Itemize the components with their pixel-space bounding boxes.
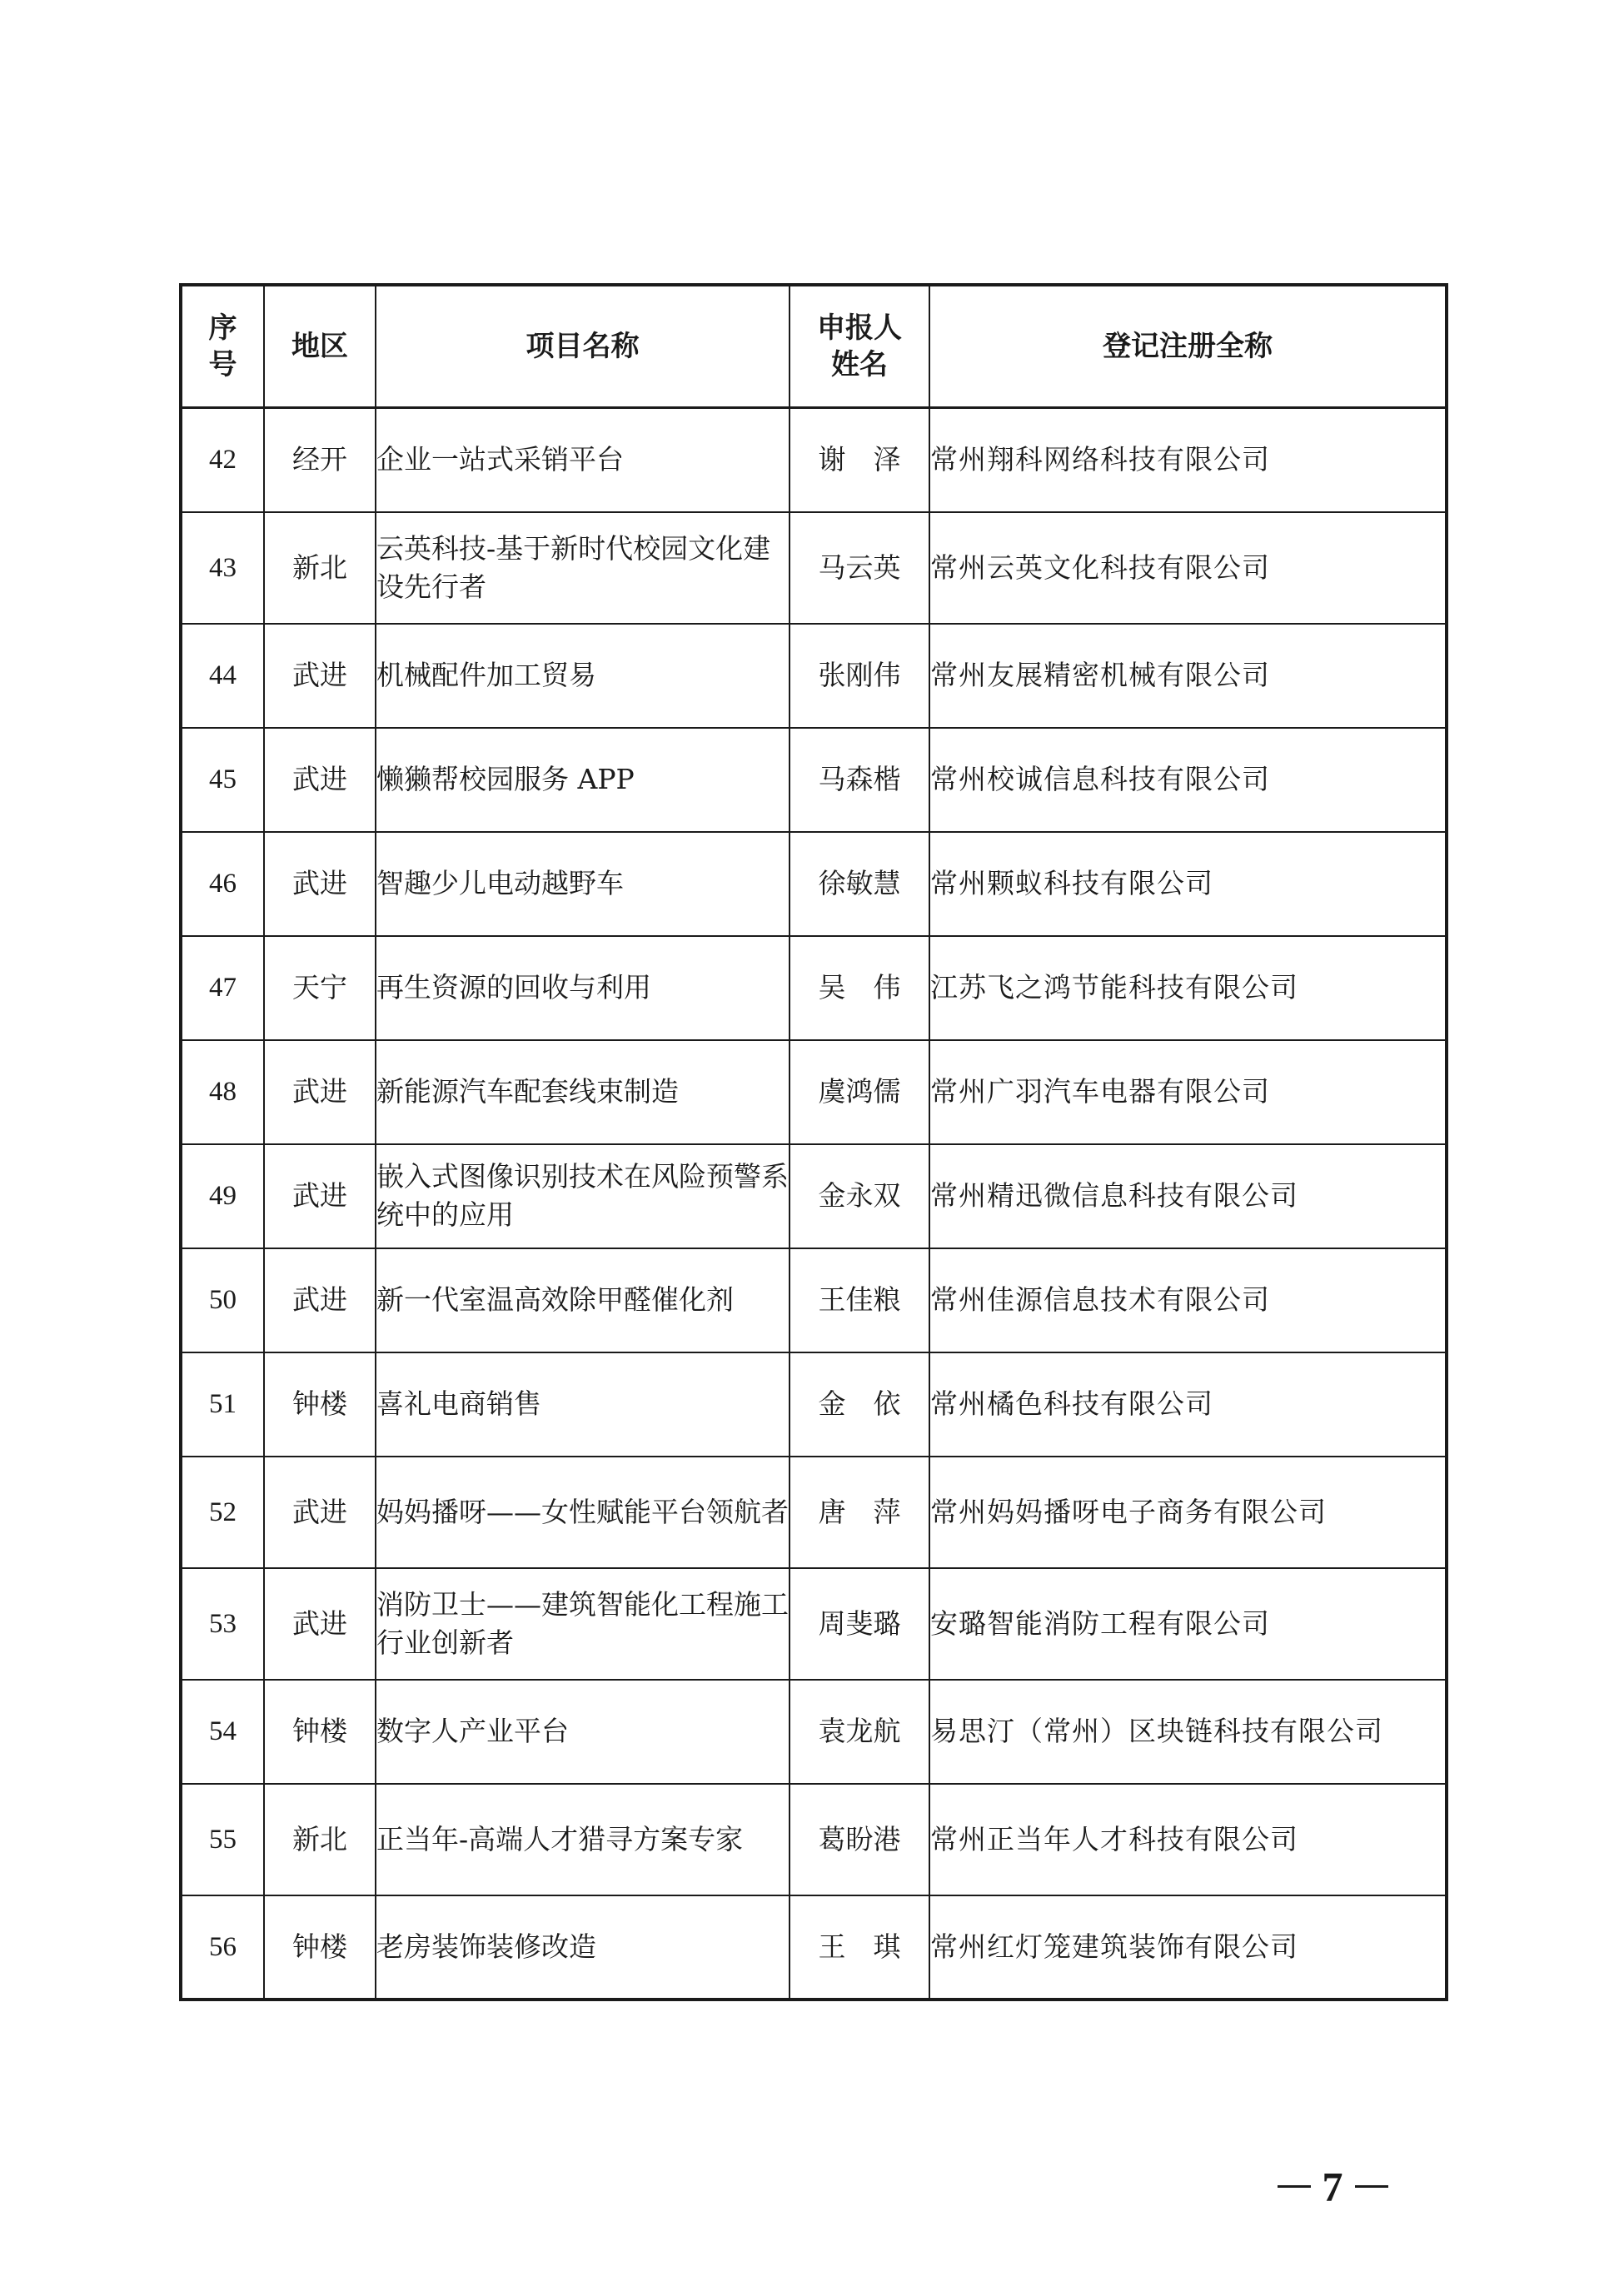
header-region: 地区 (264, 285, 376, 408)
header-applicant (790, 285, 929, 408)
row-company-name: 常州校诚信息科技有限公司 (929, 728, 1447, 832)
row-region: 钟楼 (264, 1352, 376, 1457)
header-company: 登记注册全称 (929, 285, 1447, 408)
row-region: 武进 (264, 832, 376, 936)
table-row (181, 512, 1447, 624)
row-company-name: 常州广羽汽车电器有限公司 (929, 1040, 1447, 1144)
row-applicant-name: 马云英 (790, 512, 929, 624)
row-project-name: 老房装饰装修改造 (376, 1895, 790, 2000)
table-body (181, 408, 1447, 2000)
row-company-name: 常州红灯笼建筑装饰有限公司 (929, 1895, 1447, 2000)
row-company-name: 易思汀（常州）区块链科技有限公司 (929, 1680, 1447, 1784)
header-seq (181, 285, 264, 408)
row-applicant-name: 唐 萍 (790, 1457, 929, 1568)
row-applicant-name: 虞鸿儒 (790, 1040, 929, 1144)
row-region: 武进 (264, 1457, 376, 1568)
row-number: 48 (181, 1040, 264, 1144)
project-registry-table (179, 283, 1448, 2001)
page-number-value: 7 (1322, 2163, 1343, 2210)
row-company-name: 常州翔科网络科技有限公司 (929, 408, 1447, 512)
header-applicant-label: 申报人 姓名 (817, 311, 902, 381)
table-row (181, 1248, 1447, 1352)
row-number: 50 (181, 1248, 264, 1352)
row-number: 44 (181, 624, 264, 728)
table-row (181, 1680, 1447, 1784)
row-project-name: 嵌入式图像识别技术在风险预警系统中的应用 (376, 1144, 790, 1248)
row-applicant-name: 葛盼港 (790, 1784, 929, 1895)
row-applicant-name: 张刚伟 (790, 624, 929, 728)
row-number: 45 (181, 728, 264, 832)
row-project-name: 喜礼电商销售 (376, 1352, 790, 1457)
row-number: 46 (181, 832, 264, 936)
row-company-name: 常州橘色科技有限公司 (929, 1352, 1447, 1457)
row-region: 天宁 (264, 936, 376, 1040)
row-company-name: 常州颗蚁科技有限公司 (929, 832, 1447, 936)
table-header (181, 285, 1447, 408)
row-number: 56 (181, 1895, 264, 2000)
row-project-name: 正当年-高端人才猎寻方案专家 (376, 1784, 790, 1895)
row-region: 经开 (264, 408, 376, 512)
row-number: 53 (181, 1568, 264, 1680)
header-row (181, 285, 1447, 408)
header-project: 项目名称 (376, 285, 790, 408)
row-company-name: 常州妈妈播呀电子商务有限公司 (929, 1457, 1447, 1568)
row-applicant-name: 徐敏慧 (790, 832, 929, 936)
row-project-name: 企业一站式采销平台 (376, 408, 790, 512)
table-row (181, 1568, 1447, 1680)
row-applicant-name: 马森楷 (790, 728, 929, 832)
row-company-name: 安璐智能消防工程有限公司 (929, 1568, 1447, 1680)
table-row (181, 1144, 1447, 1248)
table-row (181, 1784, 1447, 1895)
row-number: 52 (181, 1457, 264, 1568)
row-applicant-name: 谢 泽 (790, 408, 929, 512)
row-number: 49 (181, 1144, 264, 1248)
row-project-name: 消防卫士——建筑智能化工程施工行业创新者 (376, 1568, 790, 1680)
table-row (181, 624, 1447, 728)
row-company-name: 常州佳源信息技术有限公司 (929, 1248, 1447, 1352)
row-project-name: 智趣少儿电动越野车 (376, 832, 790, 936)
row-number: 43 (181, 512, 264, 624)
row-project-name: 再生资源的回收与利用 (376, 936, 790, 1040)
row-applicant-name: 袁龙航 (790, 1680, 929, 1784)
page-number-left-dash (1278, 2185, 1311, 2188)
row-number: 54 (181, 1680, 264, 1784)
table-row (181, 728, 1447, 832)
row-region: 钟楼 (264, 1895, 376, 2000)
row-project-name: 懒獭帮校园服务 APP (376, 728, 790, 832)
row-number: 51 (181, 1352, 264, 1457)
row-number: 55 (181, 1784, 264, 1895)
row-region: 武进 (264, 1040, 376, 1144)
row-project-name: 妈妈播呀——女性赋能平台领航者 (376, 1457, 790, 1568)
header-seq-label: 序 号 (208, 311, 237, 381)
row-company-name: 常州云英文化科技有限公司 (929, 512, 1447, 624)
table-row (181, 832, 1447, 936)
table-row (181, 1895, 1447, 2000)
row-company-name: 常州正当年人才科技有限公司 (929, 1784, 1447, 1895)
table-row (181, 408, 1447, 512)
row-applicant-name: 王 琪 (790, 1895, 929, 2000)
row-region: 武进 (264, 1248, 376, 1352)
row-region: 武进 (264, 624, 376, 728)
row-region: 武进 (264, 1568, 376, 1680)
row-project-name: 新能源汽车配套线束制造 (376, 1040, 790, 1144)
table-row (181, 1040, 1447, 1144)
row-company-name: 江苏飞之鸿节能科技有限公司 (929, 936, 1447, 1040)
row-applicant-name: 金 依 (790, 1352, 929, 1457)
row-company-name: 常州精迅微信息科技有限公司 (929, 1144, 1447, 1248)
row-number: 42 (181, 408, 264, 512)
page-number (1258, 2157, 1407, 2212)
row-project-name: 新一代室温高效除甲醛催化剂 (376, 1248, 790, 1352)
row-region: 钟楼 (264, 1680, 376, 1784)
row-region: 武进 (264, 1144, 376, 1248)
row-project-name: 数字人产业平台 (376, 1680, 790, 1784)
row-number: 47 (181, 936, 264, 1040)
row-project-name: 机械配件加工贸易 (376, 624, 790, 728)
row-region: 新北 (264, 1784, 376, 1895)
row-region: 武进 (264, 728, 376, 832)
page-number-right-dash (1355, 2185, 1388, 2188)
table-row (181, 1457, 1447, 1568)
row-applicant-name: 金永双 (790, 1144, 929, 1248)
row-project-name: 云英科技-基于新时代校园文化建设先行者 (376, 512, 790, 624)
table-row (181, 936, 1447, 1040)
row-company-name: 常州友展精密机械有限公司 (929, 624, 1447, 728)
table-row (181, 1352, 1447, 1457)
row-applicant-name: 王佳粮 (790, 1248, 929, 1352)
row-applicant-name: 周斐璐 (790, 1568, 929, 1680)
row-applicant-name: 吴 伟 (790, 936, 929, 1040)
row-region: 新北 (264, 512, 376, 624)
